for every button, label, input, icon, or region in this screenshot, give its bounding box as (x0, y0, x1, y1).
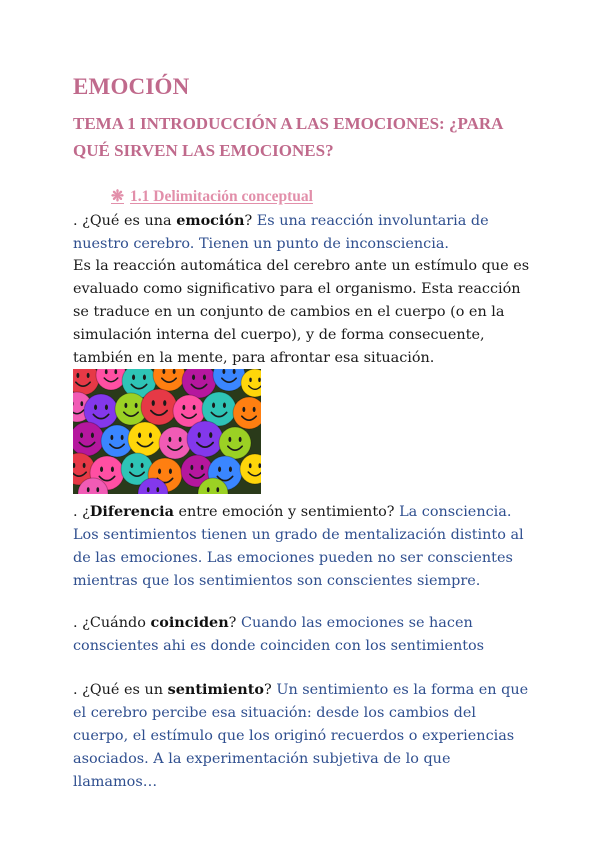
section-heading-text: 1.1 Delimitación conceptual (130, 188, 313, 205)
smiley-face (153, 369, 185, 391)
question-diferencia: . ¿Diferencia entre emoción y sentimiento? La consciencia. Los sentimientos tienen un grado de mentalización distinto al de las emociones. Las emociones pueden no ser conscientes mientras que los sentimientos son conscientes siempre. (73, 503, 524, 589)
smiley-face (96, 369, 126, 390)
question-sentimiento: . ¿Qué es un sentimiento? Un sentimiento es la forma en que el cerebro percibe esa situación: desde los cambios del cuerpo, el estímulo que los originó recuerdos o experiencias asociados. A la experimentación subjetiva de lo que llamamos… (73, 681, 529, 790)
section-heading (111, 187, 313, 206)
smiley-face (159, 427, 191, 459)
smiley-face (73, 422, 104, 456)
smiley-faces-illustration (73, 369, 261, 494)
smiley-face (73, 369, 99, 395)
smiley-face (213, 369, 245, 391)
keyword-sentimiento: sentimiento (167, 681, 265, 698)
answer-coinciden: Cuando las emociones se hacen conscientes ahi es donde coinciden con los sentimientos (73, 615, 485, 654)
smiley-face (240, 454, 261, 484)
question-coinciden: . ¿Cuándo coinciden? Cuando las emociones se hacen conscientes ahi es donde coinciden con los sentimientos (73, 614, 485, 654)
answer-sentimiento: Un sentimiento es la forma en que el cerebro percibe esa situación: desde los cambios del cuerpo, el estímulo que los originó recuerdos o experiencias asociados. A la experimentación subjetiva de lo que llamamos… (73, 682, 529, 790)
keyword-emocion: emoción (176, 212, 245, 229)
page-title: EMOCIÓN (73, 74, 190, 99)
flower-bullet-icon: ❋ (111, 188, 124, 205)
smiley-face (233, 397, 261, 429)
smiley-face (128, 422, 162, 456)
smiley-face (187, 421, 223, 457)
smiley-faces-image (73, 369, 261, 494)
keyword-diferencia: Diferencia (89, 503, 174, 520)
smiley-face (219, 427, 251, 459)
keyword-coinciden: coinciden (150, 614, 229, 631)
paragraph-definition: Es la reacción automática del cerebro ante un estímulo que es evaluado como significativo para el organismo. Esta reacción se traduce en un conjunto de cambios en el cuerpo (o en la simulación interna del cuerpo), y de forma consecuente, también en la mente, para afrontar esa situación. (73, 258, 530, 366)
smiley-face (141, 389, 177, 425)
answer-emocion: Es una reacción involuntaria de nuestro cerebro. Tienen un punto de inconsciencia. (73, 213, 489, 252)
question-emocion: . ¿Qué es una emoción? Es una reacción involuntaria de nuestro cerebro. Tienen un punto de inconsciencia. (73, 212, 489, 252)
page-subtitle: TEMA 1 INTRODUCCIÓN A LAS EMOCIONES: ¿PARA QUÉ SIRVEN LAS EMOCIONES? (73, 114, 503, 160)
answer-diferencia: La consciencia. Los sentimientos tienen un grado de mentalización distinto al de las emociones. Las emociones pueden no ser conscientes mientras que los sentimientos son conscientes siempre. (73, 504, 524, 589)
